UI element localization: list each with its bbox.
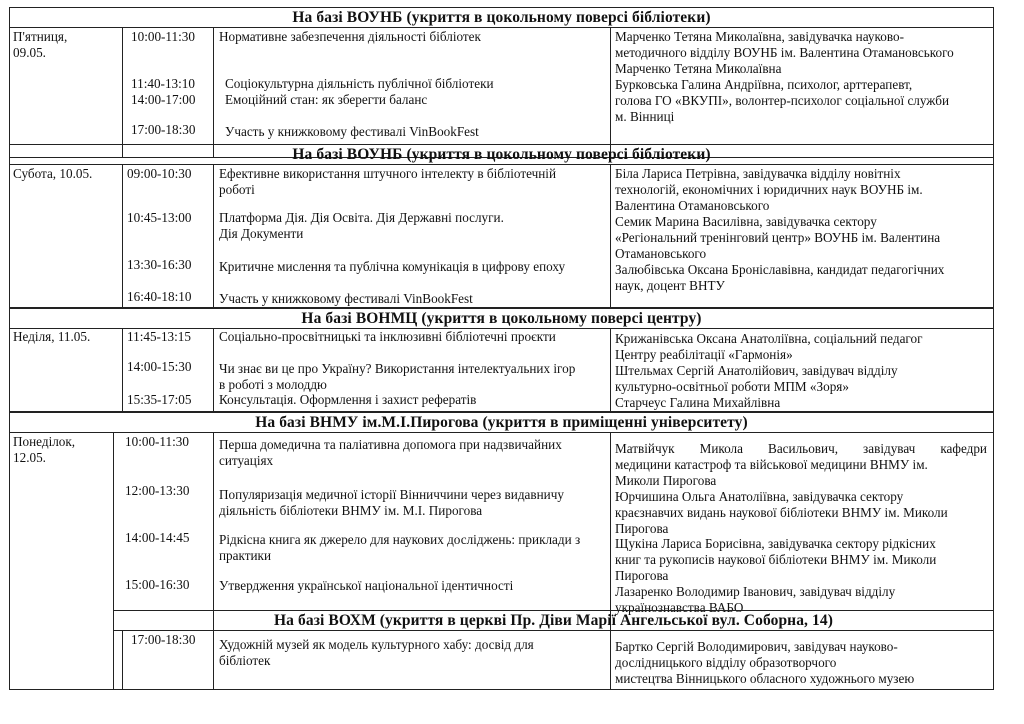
- speaker-info: дослідницького відділу образотворчого: [615, 655, 837, 670]
- session-topic: Соціокультурна діяльність публічної бібліотеки: [225, 76, 494, 91]
- section-5-top-rule: [113, 610, 994, 611]
- column-divider: [610, 164, 611, 308]
- speaker-info: технологій, економічних і юридичних наук ВОУНБ ім.: [615, 182, 923, 197]
- column-divider: [113, 432, 114, 690]
- speaker-info: Бартко Сергій Володимирович, завідувач науково-: [615, 639, 898, 654]
- session-time: 14:00-14:45: [125, 530, 190, 545]
- day-label: Субота, 10.05.: [13, 166, 93, 181]
- session-time: 13:30-16:30: [127, 257, 192, 272]
- speaker-info: Центру реабілітації «Гармонія»: [615, 347, 793, 362]
- column-divider: [122, 164, 123, 308]
- session-time: 10:00-11:30: [131, 29, 195, 44]
- speaker-info: «Регіональний тренінговий центр» ВОУНБ ім. Валентина: [615, 230, 941, 245]
- session-topic: Платформа Дія. Дія Освіта. Дія Державні послуги.: [219, 210, 504, 225]
- session-topic: Утвердження української національної ідентичності: [219, 578, 514, 593]
- column-divider: [610, 432, 611, 690]
- speaker-info: Марченко Тетяна Миколаївна, завідувачка науково-: [615, 29, 904, 44]
- speaker-info: Бурковська Галина Андріївна, психолог, арттерапевт,: [615, 77, 913, 92]
- speaker-info: Пирогова: [615, 568, 669, 583]
- session-time: 11:45-13:15: [127, 329, 191, 344]
- column-divider: [122, 27, 123, 158]
- column-divider: [610, 27, 611, 158]
- date-label: 09.05.: [13, 45, 46, 60]
- session-topic: Ефективне використання штучного інтелекту в бібліотечній: [219, 166, 557, 181]
- session-topic: роботі: [219, 182, 255, 197]
- column-divider: [610, 328, 611, 412]
- day-label: Понеділок,: [13, 434, 76, 449]
- speaker-info: Залюбівська Оксана Броніславівна, кандидат педагогічних: [615, 262, 945, 277]
- session-time: 15:00-16:30: [125, 577, 190, 592]
- session-topic: Участь у книжковому фестивалі VinBookFest: [219, 291, 473, 306]
- session-topic: Участь у книжковому фестивалі VinBookFest: [225, 124, 479, 139]
- speaker-info: мистецтва Вінницького обласного художнього музею: [615, 671, 915, 686]
- session-time: 09:00-10:30: [127, 166, 192, 181]
- column-divider: [213, 432, 214, 690]
- session-topic: Чи знає ви це про Україну? Використання інтелектуальних ігор: [219, 361, 576, 376]
- session-time: 12:00-13:30: [125, 483, 190, 498]
- speaker-info: Валентина Отамановського: [615, 198, 770, 213]
- session-time: 10:00-11:30: [125, 434, 189, 449]
- section-heading: На базі ВНМУ ім.М.І.Пирогова (укриття в приміщенні університету): [255, 414, 748, 431]
- speaker-info: Старчеус Галина Михайлівна: [615, 395, 781, 410]
- session-topic: Художній музей як модель культурного хабу: досвід для: [219, 637, 534, 652]
- speaker-info: наук, доцент ВНТУ: [615, 278, 725, 293]
- speaker-info: Юрчишина Ольга Анатоліївна, завідувачка сектору: [615, 489, 904, 504]
- section-heading: На базі ВОХМ (укриття в церкві Пр. Діви Марії Ангельської вул. Соборна, 14): [274, 612, 833, 629]
- column-divider: [122, 328, 123, 412]
- session-time: 15:35-17:05: [127, 392, 192, 407]
- speaker-info: медицини катастроф та військової медицини ВНМУ ім.: [615, 457, 928, 472]
- speaker-info: м. Вінниці: [615, 109, 675, 124]
- section-heading: На базі ВОУНБ (укриття в цокольному поверсі бібліотеки): [292, 146, 711, 163]
- speaker-info: Отамановського: [615, 246, 707, 261]
- session-topic: Нормативне забезпечення діяльності бібліотек: [219, 29, 481, 44]
- date-label: 12.05.: [13, 450, 46, 465]
- section-heading: На базі ВОУНБ (укриття в цокольному поверсі бібліотеки): [292, 9, 711, 26]
- speaker-info: Лазаренко Володимир Іванович, завідувач відділу: [615, 584, 896, 599]
- speaker-info: культурно-освітньої роботи МПМ «Зоря»: [615, 379, 849, 394]
- speaker-info: Миколи Пирогова: [615, 473, 717, 488]
- session-topic: Критичне мислення та публічна комунікація в цифрову епоху: [219, 259, 566, 274]
- speaker-info: Пирогова: [615, 521, 669, 536]
- session-time: 11:40-13:10: [131, 76, 195, 91]
- speaker-info: Штельмах Сергій Анатолійович, завідувач відділу: [615, 363, 898, 378]
- section-heading: На базі ВОНМЦ (укриття в цокольному поверсі центру): [301, 310, 702, 327]
- speaker-info: Біла Лариса Петрівна, завідувачка відділу новітніх: [615, 166, 901, 181]
- speaker-info: українознавства ВАБО: [615, 600, 744, 615]
- session-topic: діяльність бібліотеки ВНМУ ім. М.І. Пирогова: [219, 503, 483, 518]
- day-label: П'ятниця,: [13, 29, 68, 44]
- session-topic: ситуаціях: [219, 453, 274, 468]
- column-divider: [213, 164, 214, 308]
- session-time: 17:00-18:30: [131, 632, 196, 647]
- schedule-table: [9, 7, 994, 690]
- speaker-info: книг та рукописів наукової бібліотеки ВНМУ ім. Миколи: [615, 552, 937, 567]
- session-topic: практики: [219, 548, 272, 563]
- section-5-heading-rule: [113, 630, 994, 631]
- column-divider: [213, 328, 214, 412]
- day-label: Неділя, 11.05.: [13, 329, 91, 344]
- speaker-info: голова ГО «ВКУПІ», волонтер-психолог соціальної служби: [615, 93, 950, 108]
- column-divider: [213, 27, 214, 158]
- session-topic: в роботі з молоддю: [219, 377, 327, 392]
- speaker-info: Щукіна Лариса Борисівна, завідувачка сектору рідкісних: [615, 536, 936, 551]
- session-topic: Емоційний стан: як зберегти баланс: [225, 92, 428, 107]
- speaker-info: Матвійчук Микола Васильович, завідувач кафедри: [615, 441, 987, 456]
- speaker-info: Марченко Тетяна Миколаївна: [615, 61, 782, 76]
- session-topic: Соціально-просвітницькі та інклюзивні бібліотечні проєкти: [219, 329, 556, 344]
- speaker-info: Семик Марина Василівна, завідувачка сектору: [615, 214, 877, 229]
- session-topic: Перша домедична та паліативна допомога при надзвичайних: [219, 437, 562, 452]
- speaker-info: Крижанівська Оксана Анатоліївна, соціальний педагог: [615, 331, 923, 346]
- column-divider: [122, 630, 123, 690]
- session-topic: Популяризація медичної історії Вінниччини через видавничу: [219, 487, 564, 502]
- session-time: 10:45-13:00: [127, 210, 192, 225]
- speaker-info: краєзнавчих видань наукової бібліотеки ВНМУ ім. Миколи: [615, 505, 948, 520]
- session-time: 14:00-17:00: [131, 92, 196, 107]
- session-time: 16:40-18:10: [127, 289, 192, 304]
- session-time: 14:00-15:30: [127, 359, 192, 374]
- session-topic: Рідкісна книга як джерело для наукових досліджень: приклади з: [219, 532, 581, 547]
- session-topic: Дія Документи: [219, 226, 304, 241]
- session-topic: Консультація. Оформлення і захист рефератів: [219, 392, 477, 407]
- session-topic: бібліотек: [219, 653, 271, 668]
- session-time: 17:00-18:30: [131, 122, 196, 137]
- speaker-info: методичного відділу ВОУНБ ім. Валентина Отамановського: [615, 45, 954, 60]
